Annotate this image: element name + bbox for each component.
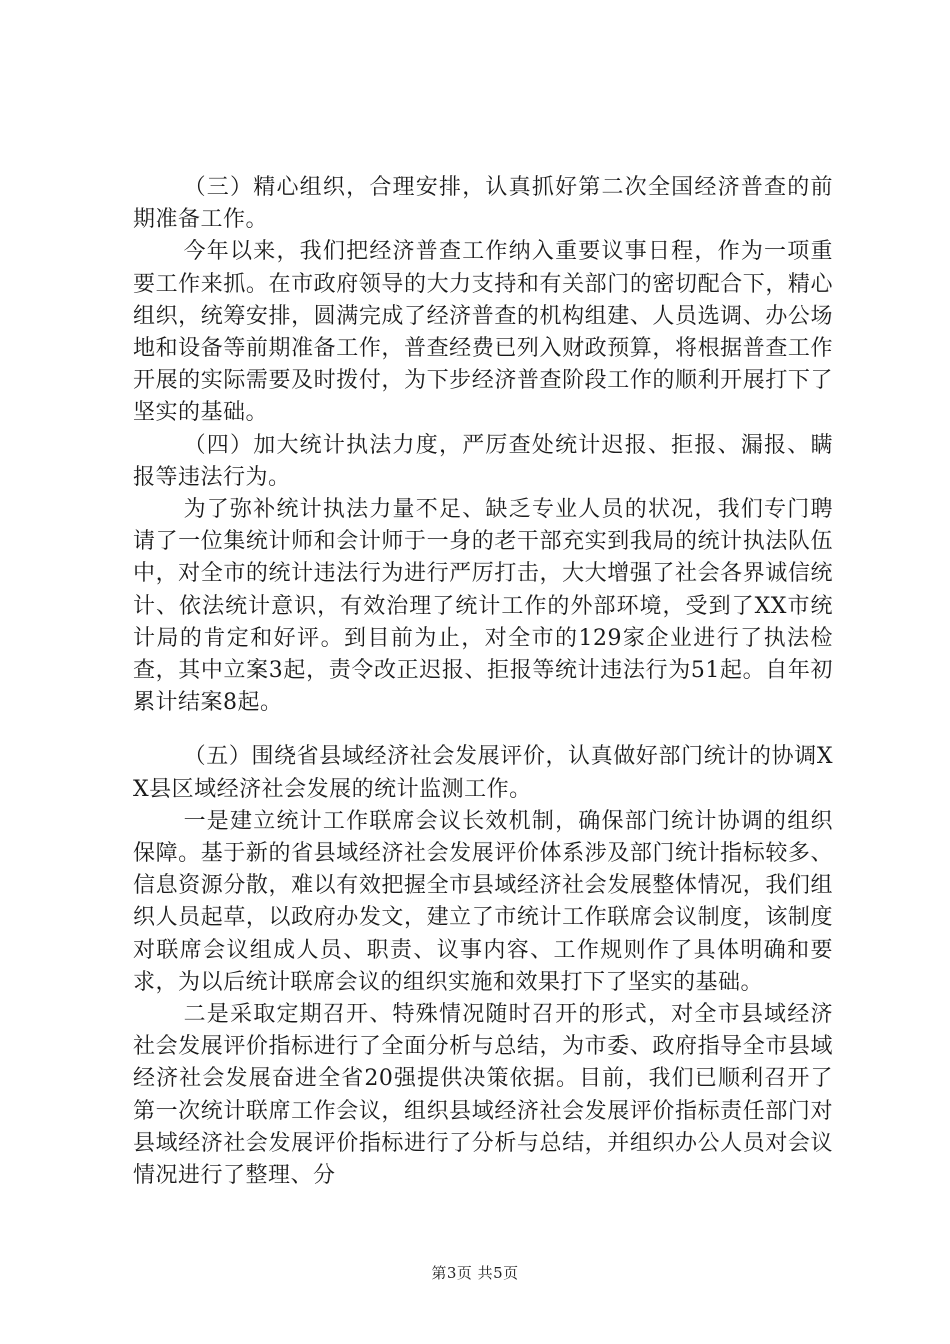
section-heading-five: （五）围绕省县域经济社会发展评价，认真做好部门统计的协调XX县区域经济社会发展的统计监测工作。 [133, 744, 833, 802]
paragraph: 今年以来，我们把经济普查工作纳入重要议事日程，作为一项重要工作来抓。在市政府领导的大力支持和有关部门的密切配合下，精心组织，统筹安排，圆满完成了经济普查的机构组建、人员选调、办公场地和设备等前期准备工作，普查经费已列入财政预算，将根据普查工作开展的实际需要及时拨付，为下步经济普查阶段工作的顺利开展打下了坚实的基础。 [133, 239, 833, 426]
section-heading-three: （三）精心组织，合理安排，认真抓好第二次全国经济普查的前期准备工作。 [133, 175, 833, 233]
paragraph: 一是建立统计工作联席会议长效机制，确保部门统计协调的组织保障。基于新的省县域经济社会发展评价体系涉及部门统计指标较多、信息资源分散，难以有效把握全市县域经济社会发展整体情况，我们组织人员起草，以政府办发文，建立了市统计工作联席会议制度，该制度对联席会议组成人员、职责、议事内容、工作规则作了具体明确和要求，为以后统计联席会议的组织实施和效果打下了坚实的基础。 [133, 808, 833, 995]
document-body [133, 172, 833, 1192]
paragraph-spacer [133, 719, 833, 741]
page-footer: 第3页 共5页 [431, 1264, 519, 1282]
section-heading-four: （四）加大统计执法力度，严厉查处统计迟报、拒报、漏报、瞒报等违法行为。 [133, 432, 833, 490]
paragraph: 二是采取定期召开、特殊情况随时召开的形式，对全市县域经济社会发展评价指标进行了全面分析与总结，为市委、政府指导全市县域经济社会发展奋进全省20强提供决策依据。目前，我们已顺利召开了第一次统计联席工作会议，组织县域经济社会发展评价指标责任部门对县域经济社会发展评价指标进行了分析与总结，并组织办公人员对会议情况进行了整理、分 [133, 1002, 833, 1189]
paragraph: 为了弥补统计执法力量不足、缺乏专业人员的状况，我们专门聘请了一位集统计师和会计师于一身的老干部充实到我局的统计执法队伍中，对全市的统计违法行为进行严厉打击，大大增强了社会各界诚信统计、依法统计意识，有效治理了统计工作的外部环境，受到了XX市统计局的肯定和好评。到目前为止，对全市的129家企业进行了执法检查，其中立案3起，责令改正迟报、拒报等统计违法行为51起。自年初累计结案8起。 [133, 497, 833, 716]
